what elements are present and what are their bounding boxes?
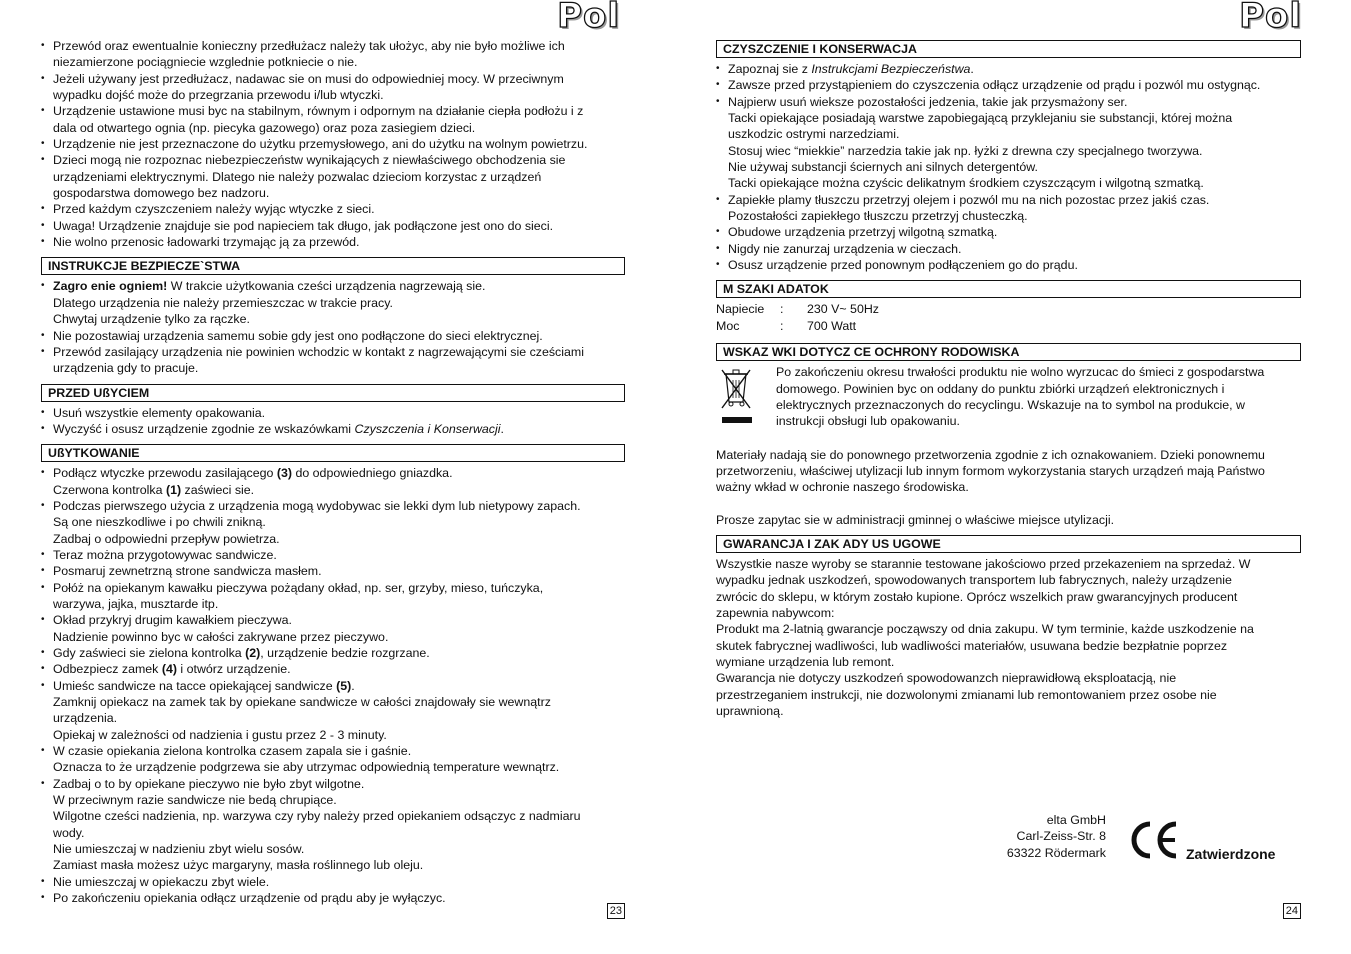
sub-line: W przeciwnym razie sandwicze nie bedą chrupiące. <box>53 793 337 808</box>
warranty-line: zwrócic do sklepu, w którym zostało kupione. Oprócz wszelkich praw gwarancyjnych producent <box>716 589 1238 604</box>
tech-heading: M SZAKI ADATOK <box>716 280 1301 298</box>
list-item: • Wyczyść i osusz urządzenie zgodnie ze wskazówkami Czyszczenia i Konserwacji. <box>41 421 625 437</box>
list-item: • Osusz urządzenie przed ponownym podłączeniem go do prądu. <box>716 257 1300 273</box>
list-item: • W czasie opiekania zielona kontrolka czasem zapala sie i gaśnie. <box>41 743 625 759</box>
sub-line: Dlatego urządzenia nie należy przemieszczac w trakcie pracy. <box>53 295 393 310</box>
spec-row: Moc : 700 Watt <box>716 318 857 333</box>
ce-approval-label: Zatwierdzone <box>1186 846 1276 862</box>
warranty-line: Gwarancja nie dotyczy uszkodzeń spowodowanzch nieprawidłową eksploatacją, nie <box>716 671 1177 686</box>
sub-line: Chwytaj urządzenie tylko za rączke. <box>53 312 250 327</box>
weee-block <box>716 364 1300 430</box>
list-item: • Zawsze przed przystąpieniem do czyszczenia odłącz urządzenie od prądu i pozwól mu ostygnąc. <box>716 77 1300 93</box>
page-number: 23 <box>607 903 625 919</box>
weee-bin-icon <box>716 364 776 430</box>
warranty-line: przestrzeganiem instrukcji, nie dozwolonymi zmianami lub remontowaniem przez osobe nie <box>716 687 1217 702</box>
warranty-line: Wszystkie nasze wyroby se starannie testowane jakościowo przed przekazeniem na sprzedaż. W <box>716 556 1251 571</box>
left-page <box>41 0 625 954</box>
sub-line: Zadbaj o odpowiedni przepływ powietrza. <box>53 531 280 546</box>
sub-line: Stosuj wiec “miekkie” narzedzia takie jak np. łyżki z drewna czy specjalnego tworzywa. <box>728 143 1203 158</box>
list-item: • Nie wolno przenosic ładowarki trzymając ją za przewód. <box>41 234 625 250</box>
env-note: Prosze zapytac sie w administracji gminnej o właściwe miejsce utylizacji. <box>716 512 1115 527</box>
warranty-line: Produkt ma 2-latnią gwarancje począwszy od dnia zakupu. W tym terminie, każde uszkodzenie na <box>716 622 1254 637</box>
list-item: • Jeżeli używany jest przedłużacz, nadawac sie on musi do odpowiedniej mocy. W przeciwnym wypadku dojść może do przegrzania przewodu i/lub wtyczki. <box>41 71 625 104</box>
env-paragraph: Materiały nadają sie do ponownego przetworzenia zgodnie z ich oznakowaniem. Dzieki ponownemu przetworzeniu, właściwej utylizacji lub innym formom wykorzystania starych urządzeń mają Państwo ważny wkład w ochronie naszego środowiska. <box>716 447 1265 495</box>
warranty-line: wymiane urządzenia lub remont. <box>716 654 895 669</box>
env-heading: WSKAZ WKI DOTYCZ CE OCHRONY RODOWISKA <box>716 343 1301 361</box>
list-item: • Nigdy nie zanurzaj urządzenia w cieczach. <box>716 241 1300 257</box>
sub-line: wody. <box>53 825 85 840</box>
right-content <box>716 40 1300 719</box>
weee-text: Po zakończeniu okresu trwałości produktu nie wolno wyrzucac do śmieci z gospodarstwa domowego. Powinien byc on oddany do punktu zbiórki urządzeń elektronicznych i elektrycznych przeznaczonych do recyclingu. Wskazuje na to symbol na produkcie, w instrukcji obsługi lub opakowaniu. <box>776 365 1265 429</box>
manufacturer-address: elta GmbH Carl-Zeiss-Str. 8 63322 Rödermark <box>1006 813 1106 860</box>
list-item: • Zapoznaj sie z Instrukcjami Bezpieczeństwa. <box>716 61 1300 77</box>
warranty-line: zapewnia nabywcom: <box>716 605 835 620</box>
list-item: • Gdy zaświeci sie zielona kontrolka (2), urządzenie bedzie rozgrzane. <box>41 645 625 661</box>
warranty-line: wypadku jednak uszkodzeń, spowodowanych transportem lub fabrycznych, należy urządzenie <box>716 573 1232 588</box>
list-item: • Po zakończeniu opiekania odłącz urządzenie od prądu aby je wyłączyc. <box>41 890 625 906</box>
sub-line: Zamknij opiekacz na zamek tak by opiekane sandwicze w całości znajdowały sie wewnątrz <box>53 695 551 710</box>
warranty-line: skutek fabrycznej wadliwości, lub wadliwości materiałów, usuwana bedzie bezpłatnie poprzez <box>716 638 1228 653</box>
usage-heading: UßYTKOWANIE <box>41 444 625 462</box>
language-title: Pol <box>557 0 620 36</box>
ce-mark-icon <box>1130 820 1182 865</box>
list-item: • Umieśc sandwicze na tacce opiekającej sandwicze (5). <box>41 678 625 694</box>
right-page <box>716 0 1300 954</box>
list-item: • Przed każdym czyszczeniem należy wyjąc wtyczke z sieci. <box>41 201 625 217</box>
list-item: • Uwaga! Urządzenie znajduje sie pod napieciem tak długo, jak podłączone jest ono do sieci. <box>41 218 625 234</box>
sub-line: Pozostałości zapiekłego tłuszczu przetrzyj chusteczką. <box>728 209 1028 224</box>
intro-list <box>41 38 625 250</box>
list-item: • Nie umieszczaj w opiekaczu zbyt wiele. <box>41 874 625 890</box>
list-item: • Urządzenie ustawione musi byc na stabilnym, równym i odpornym na działanie ciepła podłożu i z dala od otwartego ognia (np. piecyka gazowego) oraz poza zasiegiem dzieci. <box>41 103 625 136</box>
page-number: 24 <box>1283 903 1301 919</box>
list-item: • Połóż na opiekanym kawałku pieczywa pożądany okład, np. ser, grzyby, mieso, tuńczyka, warzywa, jajka, musztarde itp. <box>41 580 625 613</box>
list-item: • Dzieci mogą nie rozpoznac niebezpieczeństw wynikających z niewłaściwego obchodzenia sie urządzeniami elektrycznymi. Dlatego nie należy pozwalac dzieciom korzystac z urządzeń gospodarstwa domowego bez nadzoru. <box>41 152 625 201</box>
list-item: • Zapiekłe plamy tłuszczu przetrzyj olejem i pozwól mu na nich pozostac przez jakiś czas. <box>716 192 1300 208</box>
left-content <box>41 38 625 907</box>
list-item: • Przewód oraz ewentualnie konieczny przedłużacz należy tak ułożyc, aby nie było możliwe ich niezamierzone pociągniecie wzglednie potkniecie o nie. <box>41 38 625 71</box>
language-title: Pol <box>1239 0 1302 36</box>
list-item: • Zadbaj o to by opiekane pieczywo nie było zbyt wilgotne. <box>41 776 625 792</box>
list-item: • Nie pozostawiaj urządzenia samemu sobie gdy jest ono podłączone do sieci elektrycznej. <box>41 328 625 344</box>
sub-line: Wilgotne cześci nadzienia, np. warzywa czy ryby należy przed opiekaniem odsączyc z nadmiaru <box>53 809 581 824</box>
spec-row: Napiecie : 230 V~ 50Hz <box>716 302 879 317</box>
list-item: • Zagro enie ogniem! W trakcie użytkowania cześci urządzenia nagrzewają sie. <box>41 278 625 294</box>
safety-heading: INSTRUKCJE BEZPIECZE`STWA <box>41 257 625 275</box>
list-item: • Podłącz wtyczke przewodu zasilającego (3) do odpowiedniego gniazdka. <box>41 465 625 481</box>
warranty-line: uprawnioną. <box>716 703 784 718</box>
warranty-heading: GWARANCJA I ZAK ADY US UGOWE <box>716 535 1301 553</box>
list-item: • Odbezpiecz zamek (4) i otwórz urządzenie. <box>41 661 625 677</box>
list-item: • Podczas pierwszego użycia z urządzenia mogą wydobywac sie lekki dym lub nietypowy zapach. <box>41 498 625 514</box>
list-item: • Usuń wszystkie elementy opakowania. <box>41 405 625 421</box>
sub-line: Nie umieszczaj w nadzieniu zbyt wielu sosów. <box>53 842 305 857</box>
sub-line: Są one nieszkodliwe i po chwili znikną. <box>53 515 266 530</box>
list-item: • Teraz można przygotowywac sandwicze. <box>41 547 625 563</box>
list-item: • Posmaruj zewnetrzną strone sandwicza masłem. <box>41 563 625 579</box>
sub-line: Czerwona kontrolka (1) zaświeci sie. <box>53 482 255 497</box>
sub-line: uszkodzic ostrymi narzedziami. <box>728 127 900 142</box>
warranty-text <box>716 556 1300 719</box>
sub-line: Oznacza to że urządzenie podgrzewa sie aby utrzymac odpowiednią temperature wewnątrz. <box>53 760 560 775</box>
list-item: • Najpierw usuń wieksze pozostałości jedzenia, takie jak przysmażony ser. <box>716 94 1300 110</box>
sub-line: Tacki opiekające posiadają warstwe zapobiegającą przyklejaniu sie substancji, której można <box>728 111 1233 126</box>
list-item: • Urządzenie nie jest przeznaczone do użytku przemysłowego, ani do użytku na wolnym powietrzu. <box>41 136 625 152</box>
sub-line: Nadzienie powinno byc w całości zakrywane przez pieczywo. <box>53 629 389 644</box>
sub-line: Zamiast masła możesz użyc margaryny, masła roślinnego lub oleju. <box>53 858 424 873</box>
list-item: • Przewód zasilający urządzenia nie powinien wchodzic w kontakt z nagrzewającymi sie cześciami urządzenia gdy to pracuje. <box>41 344 625 377</box>
sub-line: Opiekaj w zależności od nadzienia i gustu przez 2 - 3 minuty. <box>53 727 387 742</box>
sub-line: Nie używaj substancji ściernych ani silnych detergentów. <box>728 160 1038 175</box>
safety-list <box>41 328 625 377</box>
list-item: • Obudowe urządzenia przetrzyj wilgotną szmatką. <box>716 224 1300 240</box>
list-item: • Okład przykryj drugim kawałkiem pieczywa. <box>41 612 625 628</box>
before-use-heading: PRZED UßYCIEM <box>41 384 625 402</box>
cleaning-heading: CZYSZCZENIE I KONSERWACJA <box>716 40 1301 58</box>
sub-line: urządzenia. <box>53 711 118 726</box>
sub-line: Tacki opiekające można czyścic delikatnym środkiem czyszczącym i wilgotną szmatką. <box>728 176 1204 191</box>
